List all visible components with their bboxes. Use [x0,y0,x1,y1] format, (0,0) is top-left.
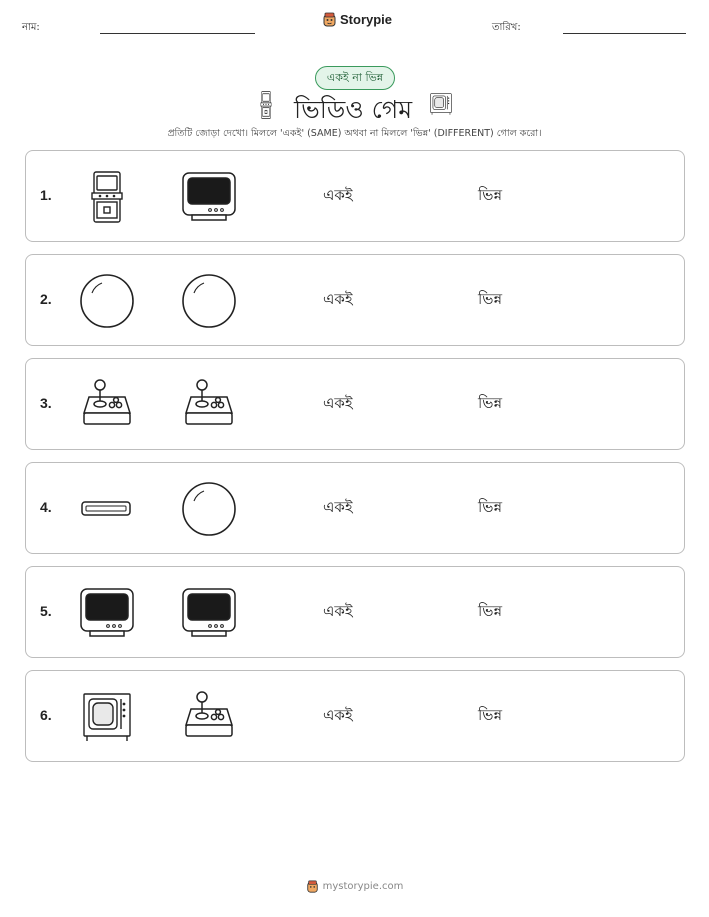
question-row [25,670,685,762]
different-option[interactable]: ভিন্ন [478,706,503,724]
question-row [25,462,685,554]
different-option[interactable]: ভিন্ন [478,602,503,620]
joystick-icon [180,689,238,745]
crt-monitor-icon [180,169,238,225]
instructions: প্রতিটি জোড়া দেখো। মিললে 'একই' (SAME) অথবা না মিললে 'ভিন্ন' (DIFFERENT) গোল করো। [167,128,542,139]
footer [0,880,709,893]
different-option[interactable]: ভিন্ন [478,394,503,412]
question-number: 1. [40,187,52,203]
joystick-icon [78,377,136,433]
different-option[interactable]: ভিন্ন [478,498,503,516]
different-option[interactable]: ভিন্ন [478,290,503,308]
page-title: ভিডিও গেম [294,95,413,124]
question-number: 3. [40,395,52,411]
same-option[interactable]: একই [323,602,353,620]
same-option[interactable]: একই [323,186,353,204]
circle-icon [180,481,238,537]
same-option[interactable]: একই [323,706,353,724]
question-row [25,254,685,346]
question-number: 4. [40,499,52,515]
date-input-line[interactable] [563,33,686,34]
date-label: তারিখ: [492,22,521,33]
title-row [0,88,709,124]
joystick-icon [180,377,238,433]
circle-icon [180,273,238,329]
same-option[interactable]: একই [323,498,353,516]
name-label: নাম: [22,22,40,33]
crt-monitor-icon [78,585,136,641]
crt-monitor-icon [180,585,238,641]
same-option[interactable]: একই [323,290,353,308]
question-row [25,566,685,658]
same-option[interactable]: একই [323,394,353,412]
question-number: 2. [40,291,52,307]
storypie-mascot-icon [322,12,337,27]
name-input-line[interactable] [100,33,255,34]
different-option[interactable]: ভিন্ন [478,186,503,204]
brand-name: Storypie [340,12,393,27]
storypie-logo [322,12,392,27]
retro-tv-icon [78,689,136,745]
storypie-mascot-icon [306,880,319,893]
arcade-cabinet-icon [256,90,276,120]
circle-icon [78,273,136,329]
footer-url[interactable]: mystorypie.com [322,881,404,892]
question-row [25,358,685,450]
worksheet-type-badge: একই না ভিন্ন [315,66,395,90]
retro-tv-icon [428,90,454,118]
worksheet-header [0,0,709,50]
arcade-cabinet-icon [78,169,136,225]
question-row [25,150,685,242]
question-number: 5. [40,603,52,619]
cartridge-icon [78,481,136,537]
question-number: 6. [40,707,52,723]
